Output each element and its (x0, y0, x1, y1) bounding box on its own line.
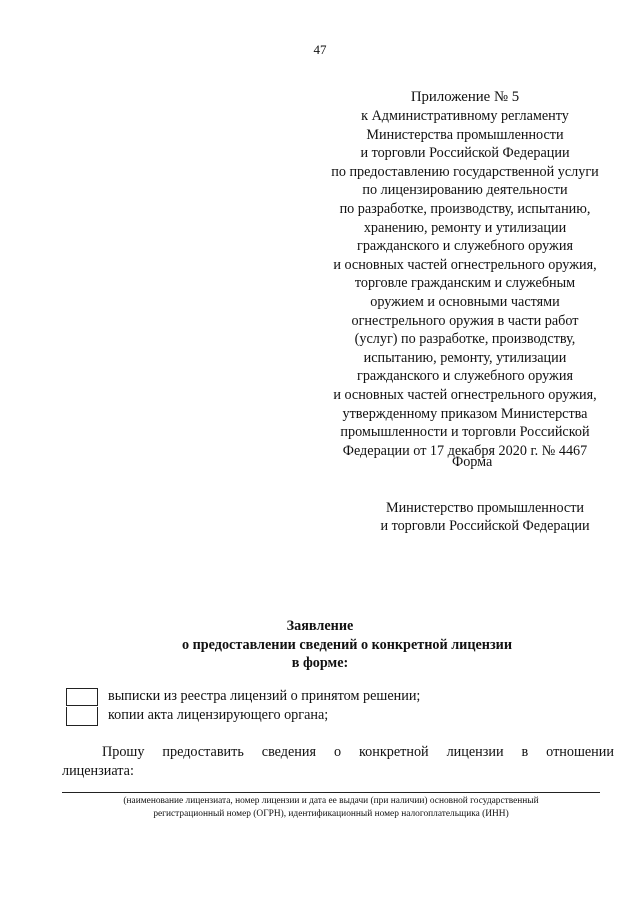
option-label: выписки из реестра лицензий о принятом решении; (108, 688, 421, 704)
appendix-line: (услуг) по разработке, производству, (354, 331, 576, 348)
appendix-line: и основных частей огнестрельного оружия, (333, 256, 597, 273)
request-word: лицензии (446, 744, 504, 760)
addressee-block (350, 499, 620, 535)
appendix-line: по лицензированию деятельности (362, 182, 568, 199)
option-label: копии акта лицензирующего органа; (108, 707, 329, 723)
appendix-line: торговле гражданским и служебным (354, 275, 576, 292)
fill-line-caption (62, 795, 600, 821)
caption-line: (наименование лицензиата, номер лицензии и дата ее выдачи (при наличии) основной государственный (123, 796, 539, 806)
appendix-line: и основных частей огнестрельного оружия, (333, 387, 597, 403)
request-first-line (62, 743, 614, 762)
appendix-line: гражданского и служебного оружия (357, 368, 573, 385)
application-title (0, 617, 640, 673)
appendix-line: испытанию, ремонту, утилизации (363, 349, 567, 366)
appendix-title: Приложение № 5 (410, 89, 520, 105)
request-word: сведения (261, 744, 317, 760)
request-word: отношении (546, 744, 614, 760)
appendix-line: утвержденному приказом Министерства (342, 405, 588, 422)
request-paragraph (62, 743, 614, 781)
caption-line: регистрационный номер (ОГРН), идентификационный номер налогоплательщика (ИНН) (153, 809, 509, 819)
appendix-line: по предоставлению государственной услуги (331, 163, 599, 180)
appendix-line: по разработке, производству, испытанию, (339, 201, 591, 218)
appendix-line: оружием и основными частями (370, 294, 560, 311)
appendix-line: промышленности и торговли Российской (340, 424, 590, 441)
request-second-line: лицензиата: (62, 763, 134, 779)
appendix-line: гражданского и служебного оружия (357, 238, 573, 255)
title-line: в форме: (291, 655, 349, 671)
request-word: конкретной (359, 744, 429, 760)
appendix-line: хранению, ремонту и утилизации (363, 219, 567, 236)
act-copy-checkbox[interactable] (66, 707, 98, 726)
addressee-line: Министерство промышленности (385, 500, 585, 516)
form-label: Форма (452, 454, 493, 470)
request-word: предоставить (162, 744, 244, 760)
page-number: 47 (313, 42, 327, 57)
appendix-line: и торговли Российской Федерации (360, 145, 570, 162)
appendix-header (300, 88, 630, 460)
request-word: в (521, 744, 529, 760)
title-line: о предоставлении сведений о конкретной лицензии (181, 636, 513, 653)
appendix-line: к Административному регламенту (361, 108, 569, 125)
appendix-line: огнестрельного оружия в части работ (351, 312, 579, 329)
appendix-line: Министерства промышленности (366, 126, 564, 143)
registry-extract-checkbox[interactable] (66, 688, 98, 706)
licensee-fill-line[interactable] (62, 792, 600, 793)
title-line: Заявление (286, 618, 354, 634)
request-word: Прошу (102, 744, 145, 760)
request-word: о (333, 744, 342, 760)
addressee-line: и торговли Российской Федерации (380, 518, 590, 534)
appendix-line: Федерации от 17 декабря 2020 г. № 4467 (342, 442, 588, 459)
